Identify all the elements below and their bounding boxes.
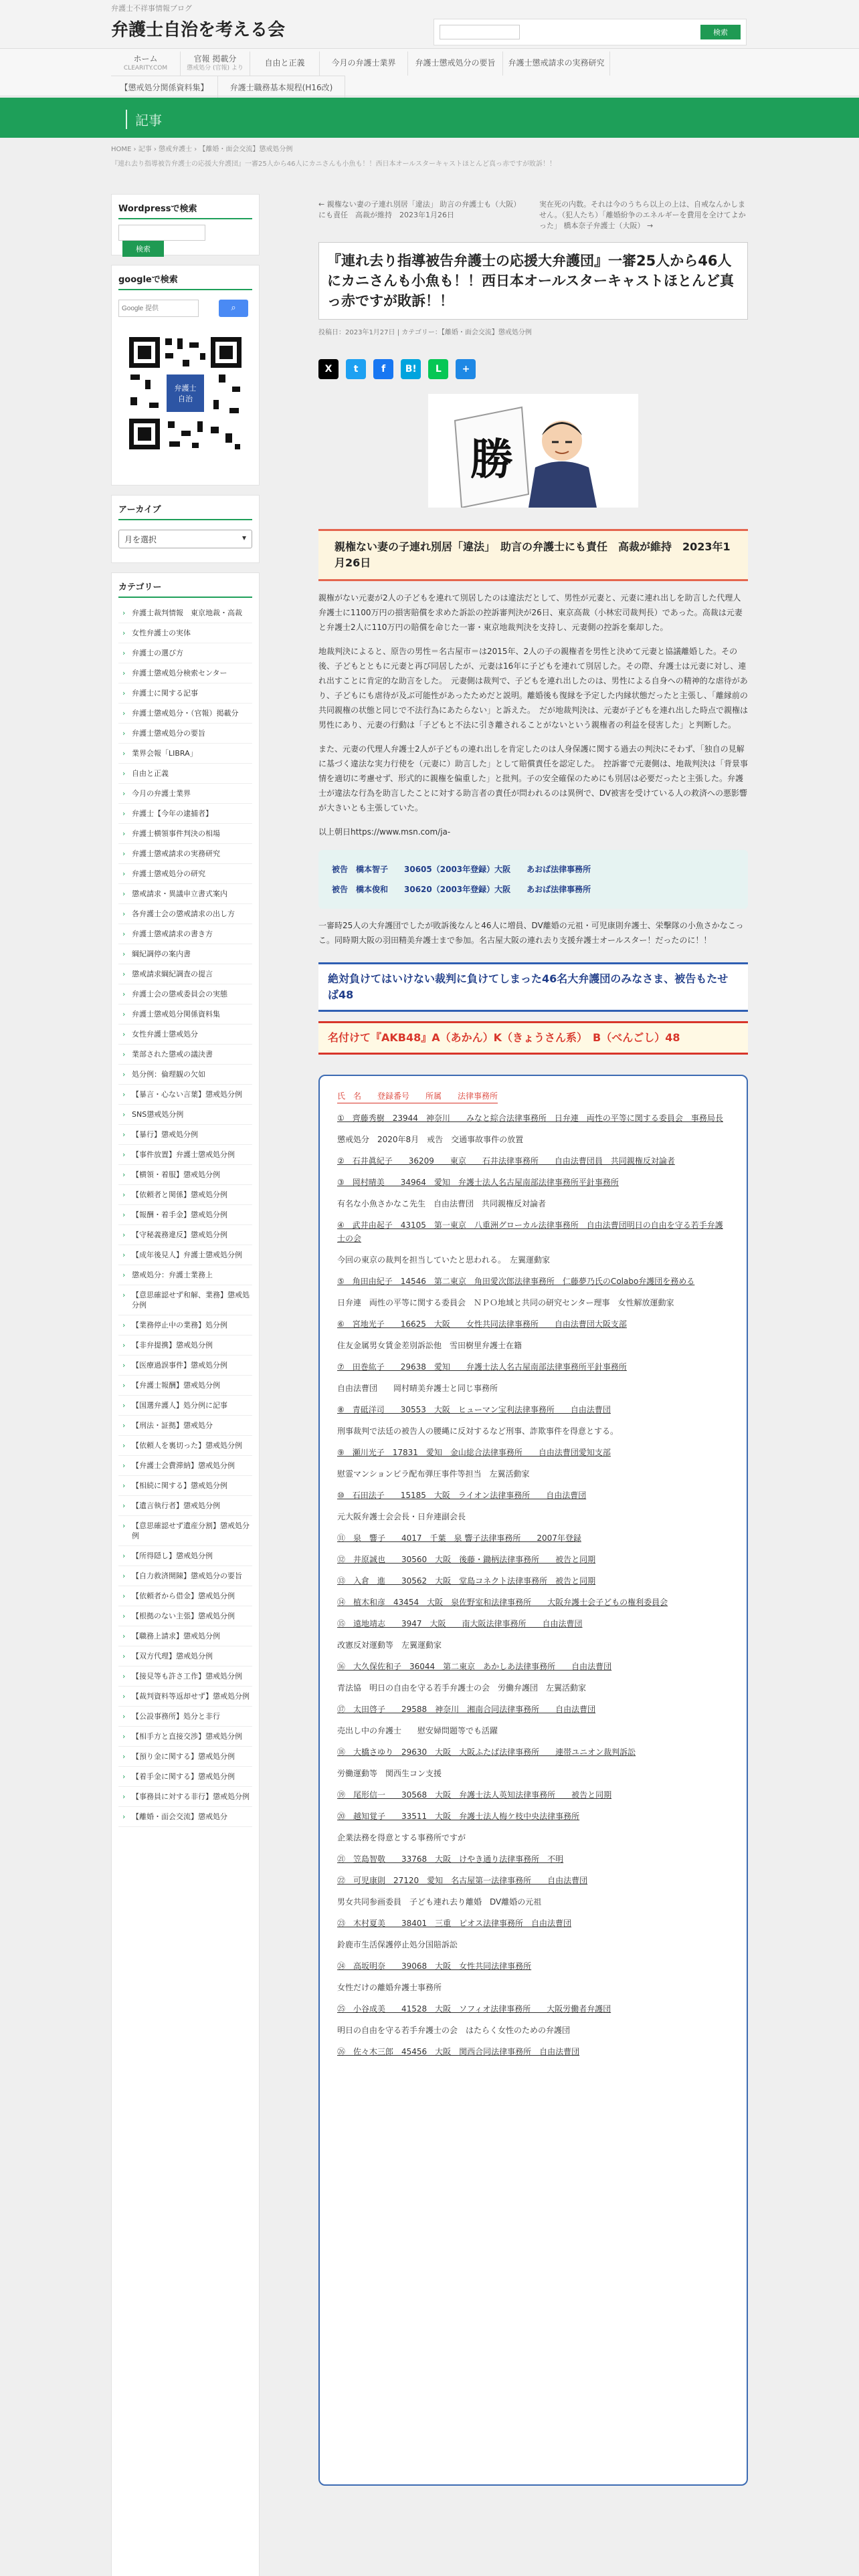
category-item[interactable]: › 弁護士懲戒請求の実務研究 <box>118 844 252 864</box>
category-item[interactable]: › 【刑法・証拠】懲戒処分 <box>118 1416 252 1436</box>
roster-text: 労働運動等 関西生コン支援 <box>337 1769 442 1778</box>
category-item[interactable]: › 【相続に関する】懲戒処分例 <box>118 1476 252 1496</box>
global-nav <box>0 48 859 96</box>
category-item[interactable]: › 【事務員に対する非行】懲戒処分例 <box>118 1787 252 1807</box>
nav-discipline-summary[interactable] <box>408 51 503 76</box>
roster-text: ⑧ 青砥洋司 30553 大阪 ヒューマン宝利法律事務所 自由法曹団 <box>337 1405 611 1414</box>
roster-text: 元大阪弁護士会会長・日弁連副会長 <box>337 1512 466 1521</box>
roster-entry <box>337 1981 729 1994</box>
category-item[interactable]: › 自由と正義 <box>118 764 252 784</box>
roster-text: 慰霊マンションビラ配布弾圧事件等担当 左翼活動家 <box>337 1469 530 1479</box>
line-share-icon[interactable]: L <box>428 359 448 379</box>
wp-search-button[interactable]: 検索 <box>122 241 164 257</box>
nav-home[interactable] <box>111 51 181 76</box>
svg-text:弁護士: 弁護士 <box>174 384 197 393</box>
nav-jiyu-seigi[interactable] <box>250 51 320 76</box>
category-item[interactable]: › 【依頼者と関係】懲戒処分例 <box>118 1185 252 1205</box>
roster-entry <box>337 1360 729 1374</box>
category-item[interactable]: › 弁護士懲戒処分検索センター <box>118 663 252 683</box>
roster-text: ㉖ 佐々木三郎 45456 大阪 関西合同法律事務所 自由法曹団 <box>337 2047 580 2056</box>
category-item[interactable]: › 【弁護士会費滞納】懲戒処分例 <box>118 1456 252 1476</box>
site-title[interactable]: 弁護士自治を考える会 <box>111 20 286 40</box>
roster-text: ⑦ 田巻紘子 29638 愛知 弁護士法人名古屋南部法律事務所平針事務所 <box>337 1362 627 1372</box>
plus-share-icon[interactable]: + <box>456 359 476 379</box>
roster-text: 売出し中の弁護士 慰安婦問題等でも活躍 <box>337 1726 498 1735</box>
category-item[interactable]: › 【横領・着服】懲戒処分例 <box>118 1165 252 1185</box>
roster-entry <box>337 2024 729 2037</box>
nav-materials[interactable] <box>111 76 218 100</box>
roster-text: 企業法務を得意とする事務所ですが <box>337 1833 466 1842</box>
roster-text: ⑯ 大久保佐和子 36044 第二東京 あかしあ法律事務所 自由法曹団 <box>337 1662 612 1671</box>
nav-label: 自由と正義 <box>264 58 305 68</box>
category-item[interactable]: › 【相手方と直接交渉】懲戒処分例 <box>118 1727 252 1747</box>
category-item[interactable]: › 今月の弁護士業界 <box>118 784 252 804</box>
category-item[interactable]: › 弁護士懲戒処分の研究 <box>118 864 252 884</box>
google-search-input[interactable] <box>118 300 199 317</box>
category-item[interactable]: › 【意思確認せず遺産分割】懲戒処分例 <box>118 1516 252 1546</box>
roster-entry <box>337 1489 729 1502</box>
category-item[interactable]: › 【国選弁護人】処分例に記事 <box>118 1396 252 1416</box>
category-item[interactable]: › 【医療過誤事件】懲戒処分例 <box>118 1356 252 1376</box>
roster-text: ㉕ 小谷成美 41528 大阪 ソフィオ法律事務所 大阪労働者弁護団 <box>337 2004 611 2014</box>
facebook-share-icon[interactable]: f <box>373 359 393 379</box>
archive-select[interactable] <box>118 530 252 548</box>
roster-entry <box>337 1382 729 1395</box>
nav-monthly[interactable] <box>320 51 408 76</box>
roster-text: ⑩ 石田法子 15185 大阪 ライオン法律事務所 自由法曹団 <box>337 1491 587 1500</box>
category-item[interactable]: › 【着手金に関する】懲戒処分例 <box>118 1767 252 1787</box>
google-search-widget <box>111 265 260 486</box>
roster-entry <box>337 1111 729 1125</box>
category-item[interactable]: › 弁護士懲戒処分関係資料集 <box>118 1004 252 1025</box>
roster-entry <box>337 1510 729 1523</box>
roster-text: ① 齊藤秀樹 23944 神奈川 みなと綜合法律事務所 日弁連 両性の平等に関する委員会 事務局長 <box>337 1113 723 1123</box>
category-item[interactable]: › 【所得隠し】懲戒処分例 <box>118 1546 252 1566</box>
category-item[interactable]: › 各弁護士会の懲戒請求の出し方 <box>118 904 252 924</box>
category-item[interactable]: › 【職務上請求】懲戒処分例 <box>118 1626 252 1646</box>
roster-text: ④ 武井由起子 43105 第一東京 八重洲グローカル法律事務所 自由法曹団明日の自由を守る若手弁護士の会 <box>337 1220 723 1243</box>
roster-entry <box>337 1852 729 1866</box>
category-item[interactable]: › 【守秘義務違反】懲戒処分例 <box>118 1225 252 1245</box>
archive-title: アーカイブ <box>118 502 252 520</box>
roster-text: ⑨ 瀬川光子 17831 愛知 金山総合法律事務所 自由法曹団愛知支部 <box>337 1448 611 1457</box>
category-item[interactable]: › 弁護士横領事件判決の相場 <box>118 824 252 844</box>
category-item[interactable]: › 【公設事務所】処分と非行 <box>118 1707 252 1727</box>
roster-entry <box>337 1154 729 1168</box>
site-header <box>0 0 859 48</box>
nav-label: 弁護士懲戒処分の要旨 <box>415 58 496 68</box>
category-item[interactable]: › 弁護士懲戒請求の書き方 <box>118 924 252 944</box>
lawyer-team-heading: 絶対負けてはいけない裁判に負けてしまった46名大弁護団のみなさま、被告もたせば48 <box>318 962 748 1012</box>
defendant-box <box>318 850 748 909</box>
category-item[interactable]: › 弁護士懲戒処分の要旨 <box>118 724 252 744</box>
roster-text: ⑮ 遠地靖志 3947 大阪 南大阪法律事務所 自由法曹団 <box>337 1619 583 1628</box>
site-description: 弁護士不祥事情報ブログ <box>111 4 192 13</box>
roster-text: 改憲反対運動等 左翼運動家 <box>337 1640 442 1650</box>
category-item[interactable]: › 【暴行】懲戒処分例 <box>118 1125 252 1145</box>
roster-entry <box>337 1745 729 1759</box>
category-list <box>118 603 252 1827</box>
category-item[interactable]: › 【事件放置】弁護士懲戒処分例 <box>118 1145 252 1165</box>
wp-search-widget <box>111 194 260 255</box>
hatena-share-icon[interactable]: B! <box>401 359 421 379</box>
category-item[interactable]: › 【成年後見人】弁護士懲戒処分例 <box>118 1245 252 1265</box>
roster-entry <box>337 1553 729 1566</box>
roster-text: ㉑ 笠島智敬 33768 大阪 けやき通り法律事務所 不明 <box>337 1854 564 1864</box>
post-title: 『連れ去り指導被告弁護士の応援大弁護団』一審25人から46人にカニさんも小魚も！！西日本オールスターキャストほとんど真っ赤ですが敗訴！！ <box>318 242 748 320</box>
roster-text: ⑫ 井原誠也 30560 大阪 後藤・鋤柄法律事務所 被告と同期 <box>337 1555 596 1564</box>
category-item[interactable]: › 【預り金に関する】懲戒処分例 <box>118 1747 252 1767</box>
roster-entry <box>337 1895 729 1909</box>
roster-text: 自由法曹団 岡村晴美弁護士と同じ事務所 <box>337 1384 498 1393</box>
category-item[interactable]: › 懲戒請求綱紀調査の提言 <box>118 964 252 984</box>
roster-entry <box>337 1660 729 1673</box>
roster-entry <box>337 1446 729 1459</box>
roster-text: 青法協 明日の自由を守る若手弁護士の会 労働弁護団 左翼活動家 <box>337 1683 587 1693</box>
defendant-line: 被告 橋本智子 30605（2003年登録）大阪 あおば法律事務所 <box>332 865 591 874</box>
headline-box: 親権ない妻の子連れ別居「違法」 助言の弁護士にも責任 高裁が維持 2023年1月26日 <box>318 529 748 581</box>
roster-text: 明日の自由を守る若手弁護士の会 はたらく女性のための弁護団 <box>337 2026 571 2035</box>
prev-post-link[interactable]: ← 親権ない妻の子連れ別居「違法」 助言の弁護士も（大阪）にも責任 高裁が維持 2023年1月26日 <box>318 200 521 219</box>
roster-text: 住友金属男女賃金差別訴訟他 雪田樹里弁護士在籍 <box>337 1341 522 1350</box>
google-search-title: googleで検索 <box>118 272 252 290</box>
category-item[interactable]: › 綱紀調停の案内書 <box>118 944 252 964</box>
roster-text: 氏 名 登録番号 所属 法律事務所 <box>337 1089 498 1103</box>
roster-text: ⑱ 大橋さゆり 29630 大阪 大阪ふたば法律事務所 連帯ユニオン裁判訴訟 <box>337 1747 636 1757</box>
roster-entry <box>337 2045 729 2058</box>
category-item[interactable]: › 弁護士に関する記事 <box>118 683 252 704</box>
breadcrumb-current: 『連れ去り指導被告弁護士の応援大弁護団』一審25人から46人にカニさんも小魚も！！西日本オールスターキャストほとんど真っ赤ですが敗訴！！ <box>111 160 556 168</box>
category-item[interactable]: › 【遺言執行者】懲戒処分例 <box>118 1496 252 1516</box>
roster-text: ② 石井眞紀子 36209 東京 石井法律事務所 自由法曹団員 共同親権反対論者 <box>337 1156 675 1166</box>
category-item[interactable]: › 【双方代理】懲戒処分例 <box>118 1646 252 1667</box>
nav-label: ホーム <box>133 54 158 64</box>
roster-text: ⑬ 入倉 進 30562 大阪 堂島コネクト法律事務所 被告と同期 <box>337 1576 596 1586</box>
category-item[interactable]: › 【暴言・心ない言葉】懲戒処分例 <box>118 1085 252 1105</box>
roster-entry <box>337 1275 729 1288</box>
archive-widget <box>111 495 260 563</box>
roster-entry <box>337 1724 729 1737</box>
category-item[interactable]: › 業界会報「LIBRA」 <box>118 744 252 764</box>
chevron-down-icon: ▾ <box>242 533 246 542</box>
category-item[interactable]: › 弁護士懲戒処分・（官報）掲載分 <box>118 704 252 724</box>
roster-text: ⑰ 太田啓子 29588 神奈川 湘南合同法律事務所 自由法曹団 <box>337 1705 596 1714</box>
header-search-button[interactable]: 検索 <box>700 25 741 39</box>
roster-text: 今回の東京の裁判を担当していたと思われる。 左翼運動家 <box>337 1255 551 1265</box>
category-item[interactable]: › 女性弁護士懲戒処分 <box>118 1025 252 1045</box>
qr-code-image <box>125 333 246 453</box>
roster-text: ㉔ 高坂明奈 39068 大阪 女性共同法律事務所 <box>337 1961 532 1971</box>
category-item[interactable]: › 懲戒請求・異議申立書式案内 <box>118 884 252 904</box>
article-paragraph: 地裁判決によると、原告の男性＝名古屋市＝は2015年、2人の子の親権者を男性と決めて元妻と協議離婚した。その後、子どもとともに元妻と再び同居したが、元妻は16年に子どもを連れて別居した。その際、弁護士は元妻に対し、連れ出すことに肯定的な助言をした。 元妻側は裁判で、子どもを連れ出したのは、男性による自身への精神的な虐待があり、子どもにも虐待が及ぶ可能性があったためだと説明。離婚後も復縁を予定した内縁状態だったと主張し、「離縁前の共同親権の状態と同じで不法行為にあたらない」と訴えた。 だが地裁判決は、元妻が子どもを連れ出した時点で親権は男性にあり、元妻の行動は「子どもと不法に引き離されることがないという親権者の利益を侵害した」と判断した。 <box>318 647 749 730</box>
roster-entry <box>337 1917 729 1930</box>
roster-text: ⑪ 泉 響子 4017 千葉 泉 響子法律事務所 2007年登録 <box>337 1533 581 1543</box>
illustration-kanji: 勝 <box>470 435 513 485</box>
roster-text: 鈴鹿市生活保護停止処分国賠訴訟 <box>337 1940 458 1949</box>
roster-entry <box>337 1617 729 1630</box>
category-item[interactable]: › 弁護士【今年の逮捕者】 <box>118 804 252 824</box>
roster-text: 有名な小魚さかなこ先生 自由法曹団 共同親権反対論者 <box>337 1199 547 1208</box>
category-item[interactable]: › 弁護士の選び方 <box>118 643 252 663</box>
breadcrumb[interactable]: HOME › 記事 › 懲戒弁護士 › 【離婚・面会交流】懲戒処分例 <box>111 146 293 153</box>
article-paragraph: 一審時25人の大弁護団でしたが敗訴後なんと46人に増員、DV離婚の元祖・可児康則弁護士、栄擊隊の小魚さかなこっこ。同時期大阪の羽田精美弁護士まで参加。名古屋大阪の連れ去り支援弁護士オールスター！だったのに！！ <box>318 921 744 945</box>
roster-entry <box>337 1424 729 1438</box>
roster-text: 男女共同参画委員 子ども連れ去り離婚 DV離婚の元祖 <box>337 1897 542 1907</box>
roster-text: 刑事裁判で法廷の被告人の腰縄に反対するなど刑事、詐欺事件を得意とする。 <box>337 1426 619 1436</box>
nav-sub-label: 懲戒処分 (官報) より <box>187 65 244 72</box>
category-item[interactable]: › 女性弁護士の実体 <box>118 623 252 643</box>
x-share-icon[interactable]: X <box>318 359 339 379</box>
category-item[interactable]: › 【意思確認せず和解、業務】懲戒処分例 <box>118 1285 252 1315</box>
roster-text: 懲戒処分 2020年8月 戒告 交通事故事件の放置 <box>337 1135 524 1144</box>
nav-kanpo[interactable] <box>181 51 250 76</box>
category-item[interactable]: › SNS懲戒処分例 <box>118 1105 252 1125</box>
category-widget <box>111 572 260 2576</box>
header-search-input[interactable] <box>440 25 520 39</box>
wp-search-title: Wordpressで検索 <box>118 201 252 219</box>
post-navigation <box>318 194 748 242</box>
defendant-line: 被告 橋本俊和 30620（2003年登録）大阪 あおば法律事務所 <box>332 885 591 894</box>
roster-entry <box>337 1767 729 1780</box>
roster-entry <box>337 1197 729 1210</box>
twitter-share-icon[interactable]: t <box>346 359 366 379</box>
akb-heading: 名付けて『AKB48』A（あかん）K（きょうさん系） B（べんごし）48 <box>318 1021 748 1055</box>
roster-entry <box>337 1638 729 1652</box>
nav-label: 弁護士懲戒請求の実務研究 <box>508 58 605 68</box>
wp-search-input[interactable] <box>118 225 205 241</box>
roster-entry <box>337 1938 729 1951</box>
roster-entry <box>337 2002 729 2016</box>
nav-sub-label: CLEARITY.COM <box>123 65 168 72</box>
sidebar <box>111 194 260 2576</box>
category-item[interactable]: › 【根拠のない主張】懲戒処分例 <box>118 1606 252 1626</box>
lawyer-roster <box>318 1075 748 2486</box>
roster-entry <box>337 1681 729 1695</box>
archive-select-value: 月を選択 <box>124 535 157 544</box>
banner-label: 記事 <box>126 110 162 129</box>
nav-research[interactable] <box>503 51 610 76</box>
svg-text:自治: 自治 <box>178 395 193 403</box>
roster-text: 日弁連 両性の平等に関する委員会 ＮＰＯ地域と共同の研究センター理事 女性解放運動家 <box>337 1298 674 1307</box>
roster-entry <box>337 1403 729 1416</box>
roster-entry <box>337 1317 729 1331</box>
category-item[interactable]: › 処分例：倫理観の欠如 <box>118 1065 252 1085</box>
google-search-icon[interactable]: ⌕ <box>219 300 248 317</box>
roster-text: ㉓ 木村夏美 38401 三重 ピオス法律事務所 自由法曹団 <box>337 1919 572 1928</box>
category-item[interactable]: › 業部された懲戒の議決書 <box>118 1045 252 1065</box>
article-paragraph: また、元妻の代理人弁護士2人が子どもの連れ出しを肯定したのは人身保護に関する過去の判決にそわず、「独自の見解に基づく違法な実力行使を（元妻に）助言した」として賠償責任を認定した。 控訴審で元妻側は、地裁判決は「背景事情を適切に考慮せず、形式的に親権を偏重した」と批判。子の安全確保のためにも別居は必要だったと主張した。弁護士が違法な行為を助言したことに対する助言者の責任が問われるのは異例で、DV被害を受けている人の救済への悪影響が大きいとも主張していた。 <box>318 744 749 813</box>
lawyer-illustration <box>428 394 638 508</box>
roster-text: ⑭ 植木和彦 43454 大阪 泉佐野室和法律事務所 大阪弁護士会子どもの権利委員会 <box>337 1598 668 1607</box>
source-link[interactable]: 以上朝日https://www.msn.com/ja- <box>318 827 451 837</box>
roster-entry <box>337 1703 729 1716</box>
category-item[interactable]: › 【弁護士報酬】懲戒処分例 <box>118 1376 252 1396</box>
victory-illustration <box>428 394 638 508</box>
roster-entry <box>337 1339 729 1352</box>
roster-entry <box>337 1133 729 1146</box>
main-content <box>318 194 748 2486</box>
nav-rules[interactable] <box>218 76 345 100</box>
roster-text: ⑳ 越知覚子 33511 大阪 弁護士法人梅ケ枝中央法律事務所 <box>337 1812 580 1821</box>
roster-entry <box>337 1959 729 1973</box>
article-paragraph: 親権がない元妻が2人の子どもを連れて別居したのは違法だとして、男性が元妻と、元妻に連れ出しを助言した代理人弁護士に1100万円の損害賠償を求めた訴訟の控訴審判決が26日、東京高裁（小林宏司裁判長）であった。高裁は元妻と弁護士2人に110万円の賠償を命じた一審・東京地裁判決を支持し、元妻側の控訴を棄却した。 <box>318 593 743 632</box>
roster-text: ③ 岡村晴美 34964 愛知 弁護士法人名古屋南部法律事務所平針事務所 <box>337 1178 619 1187</box>
roster-entry <box>337 1810 729 1823</box>
category-item[interactable]: › 【報酬・着手金】懲戒処分例 <box>118 1205 252 1225</box>
roster-entry <box>337 1176 729 1189</box>
roster-entry <box>337 1596 729 1609</box>
category-item[interactable]: › 【自力救済開陳】懲戒処分の要旨 <box>118 1566 252 1586</box>
next-post-link[interactable]: 実在死の内数。それは今のうちら以上の上は、自戒なんかしません。（犯人たち）「離婚紛争のエネルギーを費用を全けてよかった」 橋本奈子弁護士（大阪） → <box>539 200 746 230</box>
category-item[interactable]: › 【裁判資料等返却せず】懲戒処分例 <box>118 1687 252 1707</box>
nav-label: 官報 掲載分 <box>193 54 237 64</box>
category-item[interactable]: › 【依頼人を裏切った】懲戒処分例 <box>118 1436 252 1456</box>
roster-entry <box>337 1874 729 1887</box>
share-buttons <box>318 359 748 383</box>
section-banner <box>0 98 859 138</box>
roster-entry <box>337 1788 729 1802</box>
roster-entry <box>337 1831 729 1844</box>
roster-entry <box>337 1253 729 1267</box>
category-item[interactable]: › 【非弁提携】懲戒処分例 <box>118 1335 252 1356</box>
roster-text: ⑲ 尾形信一 30568 大阪 弁護士法人英知法律事務所 被告と同期 <box>337 1790 612 1800</box>
category-item[interactable]: › 【業務停止中の業務】処分例 <box>118 1315 252 1335</box>
roster-text: ⑥ 宮地光子 16625 大阪 女性共同法律事務所 自由法曹団大阪支部 <box>337 1319 627 1329</box>
roster-text: ㉒ 可児康則 27120 愛知 名古屋第一法律事務所 自由法曹団 <box>337 1876 588 1885</box>
google-search-row <box>118 300 252 318</box>
category-item[interactable]: › 弁護士会の懲戒委員会の実態 <box>118 984 252 1004</box>
roster-entry <box>337 1218 729 1245</box>
roster-entry <box>337 1467 729 1481</box>
nav-label: 今月の弁護士業界 <box>331 58 396 68</box>
roster-text: ⑤ 角田由紀子 14546 第二東京 角田愛次郎法律事務所 仁藤夢乃氏のColabo弁護団を務める <box>337 1277 695 1286</box>
category-item[interactable]: › 【依頼者から借金】懲戒処分例 <box>118 1586 252 1606</box>
category-item[interactable]: › 弁護士裁判情報 東京地裁・高裁 <box>118 603 252 623</box>
roster-entry <box>337 1574 729 1588</box>
category-item[interactable]: › 【接見等も許さ工作】懲戒処分例 <box>118 1667 252 1687</box>
roster-entry <box>337 1531 729 1545</box>
post-meta: 投稿日：2023年1月27日 | カテゴリー：【離婚・面会交流】懲戒処分例 <box>318 329 532 336</box>
category-title: カテゴリー <box>118 580 252 598</box>
nav-label: 弁護士職務基本規程(H16改) <box>229 83 333 92</box>
category-item[interactable]: › 【離婚・面会交流】懲戒処分 <box>118 1807 252 1827</box>
roster-entry <box>337 1296 729 1309</box>
nav-label: 【懲戒処分関係資料集】 <box>120 83 209 92</box>
roster-text: 女性だけの離婚弁護士事務所 <box>337 1983 442 1992</box>
roster-header <box>337 1089 729 1103</box>
category-item[interactable]: › 懲戒処分：弁護士業務上 <box>118 1265 252 1285</box>
header-search <box>434 19 747 45</box>
